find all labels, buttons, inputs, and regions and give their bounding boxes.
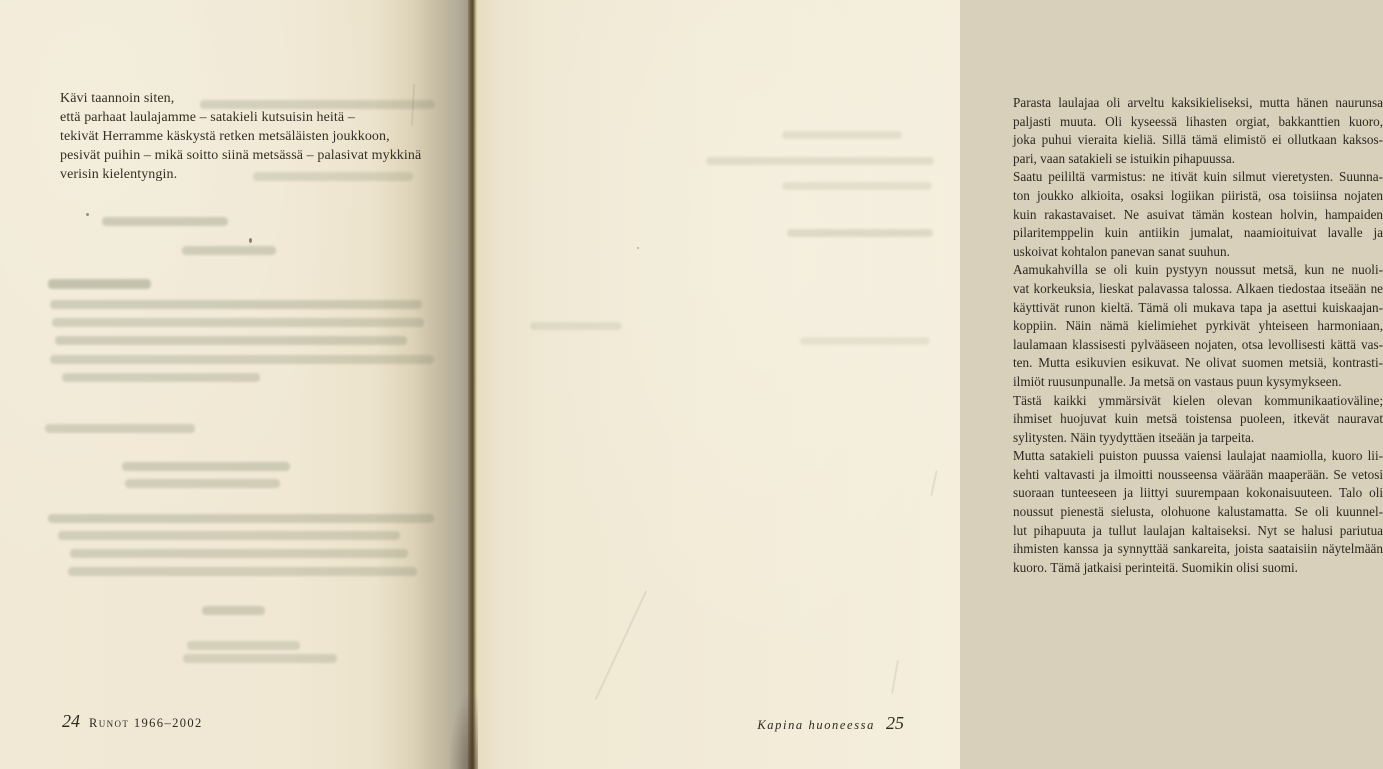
bleedthrough-line: [125, 479, 280, 488]
prose-line: Aamukahvilla se oli kuin pystyyn noussut metsä, kun ne nuoli-: [1013, 263, 1383, 279]
page-number-right: 25: [886, 713, 904, 733]
bleedthrough-line: [800, 337, 930, 345]
chapter-title: Kapina huoneessa: [757, 718, 875, 732]
bleedthrough-line: [187, 641, 300, 650]
poem-line: pesivät puihin – mikä soitto siinä metsässä – palasivat mykkinä: [60, 148, 422, 163]
prose-text: [1013, 95, 1383, 578]
prose-line: Parasta laulajaa oli arveltu kaksikieliseksi, mutta hänen naurunsa: [1013, 96, 1383, 111]
page-number-left: 24: [62, 711, 80, 731]
bleedthrough-line: [183, 654, 337, 663]
prose-line: noussut pienestä sielusta, olohuone kalustamatta. Se oli kuunnel-: [1013, 505, 1383, 521]
bleedthrough-line: [52, 318, 424, 327]
prose-line: lut pihapuuta ja tullut laulajan kaltaiseksi. Nyt se halusi pariutua: [1013, 523, 1383, 539]
poem-line: verisin kielentyngin.: [60, 167, 178, 182]
bleedthrough-line: [58, 531, 400, 540]
bleedthrough-line: [48, 514, 434, 523]
poem-line: tekivät Herramme käskystä retken metsäläisten joukkoon,: [60, 129, 390, 144]
prose-line: laulamaan klassisesti pylvääseen nojaten, otsa levollisesti kättä vas-: [1013, 337, 1383, 353]
bleedthrough-line: [706, 157, 934, 165]
paper-speck: [86, 213, 89, 216]
prose-line: Mutta satakieli puiston puussa vaiensi laulajat naamiolla, kuoro lii-: [1013, 449, 1383, 465]
prose-line: ton joukko alkioita, osaksi logiikan piiristä, osa toisiinsa nojaten: [1013, 188, 1383, 204]
book-title: Runot 1966–2002: [89, 716, 203, 730]
bleedthrough-line: [787, 229, 933, 237]
left-page-footer: [62, 711, 203, 732]
bleedthrough-line: [62, 373, 260, 382]
prose-line: ten. Mutta esikuvien esikuvat. Ne olivat suomen metsiä, kontrasti-: [1013, 356, 1383, 372]
prose-line: koppiin. Näin nämä kielimiehet pyrkivät yhteiseen harmoniaan,: [1013, 319, 1383, 335]
bleedthrough-line: [202, 606, 265, 615]
poem-text: [60, 89, 460, 184]
prose-line: uskoivat kohtalon panevan sanat suuhun.: [1013, 244, 1230, 260]
prose-line: pari, vaan satakieli se istuikin pihapuussa.: [1013, 151, 1236, 167]
bleedthrough-line: [782, 131, 902, 139]
bleedthrough-line: [55, 336, 407, 345]
prose-line: pilaritemppelin kuin antiikin jumalat, naamioituivat lavalle ja: [1013, 226, 1383, 242]
prose-line: suoraan tunteeseen ja liittyi suurempaan kokonaisuuteen. Talo oli: [1013, 486, 1383, 502]
prose-line: kuin rakastavaiset. Ne asuivat tämän kostean holvin, hampaiden: [1013, 207, 1383, 223]
paper-speck: [637, 247, 639, 249]
bleedthrough-line: [122, 462, 290, 471]
bleedthrough-line: [50, 300, 422, 309]
prose-line: käyttivät runon kieltä. Tämä oli mukava tapa ja asettui kuiskaajan-: [1013, 300, 1383, 316]
prose-line: kuoro. Tämä jatkaisi perinteitä. Suomikin olisi suomi.: [1013, 560, 1298, 576]
prose-line: sylitysten. Näin tyydyttäen itseään ja tarpeita.: [1013, 430, 1255, 446]
bleedthrough-line: [182, 246, 276, 255]
prose-line: kehti valtavasti ja ilmoitti nousseensa väärään maaperään. Se vetosi: [1013, 467, 1383, 483]
prose-line: paljasti muuta. Oli kyseessä lihasten orgiat, bakkanttien kuoro,: [1013, 114, 1383, 130]
bleedthrough-line: [68, 567, 417, 576]
right-page-footer: [757, 713, 904, 734]
bleedthrough-line: [50, 355, 434, 364]
right-page: [478, 0, 1383, 769]
prose-line: Saatu peililtä varmistus: ne itivät kuin silmut vieretysten. Suunna-: [1013, 170, 1383, 186]
prose-line: ihmisten kanssa ja synnyttää sankareita, joista saataisiin näytelmään: [1013, 542, 1383, 558]
book-gutter: [468, 0, 478, 769]
bleedthrough-line: [782, 182, 932, 190]
prose-line: ilmiöt ruusunpunalle. Ja metsä on vastaus puun kysymykseen.: [1013, 374, 1342, 390]
prose-line: joka puhui vieraita kieliä. Sillä tämä elimistö ei ollutkaan kaksos-: [1013, 133, 1383, 149]
prose-line: ihmiset huojuvat kuin metsä toistensa puoleen, itkevät nauravat: [1013, 412, 1383, 428]
prose-line: vat korkeuksia, lieskat palavassa talossa. Alkaen tiedostaa itseään ne: [1013, 281, 1383, 297]
bleedthrough-line: [70, 549, 408, 558]
prose-line: Tästä kaikki ymmärsivät kielen olevan kommunikaatioväline;: [1013, 393, 1383, 409]
poem-line: Kävi taannoin siten,: [60, 91, 175, 106]
poem-line: että parhaat laulajamme – satakieli kutsuisin heitä –: [60, 110, 355, 125]
bleedthrough-line: [530, 322, 622, 330]
bleedthrough-line: [45, 424, 195, 433]
bleedthrough-line: [102, 217, 228, 226]
bleedthrough-line: [48, 279, 151, 289]
paper-speck: [249, 238, 252, 243]
